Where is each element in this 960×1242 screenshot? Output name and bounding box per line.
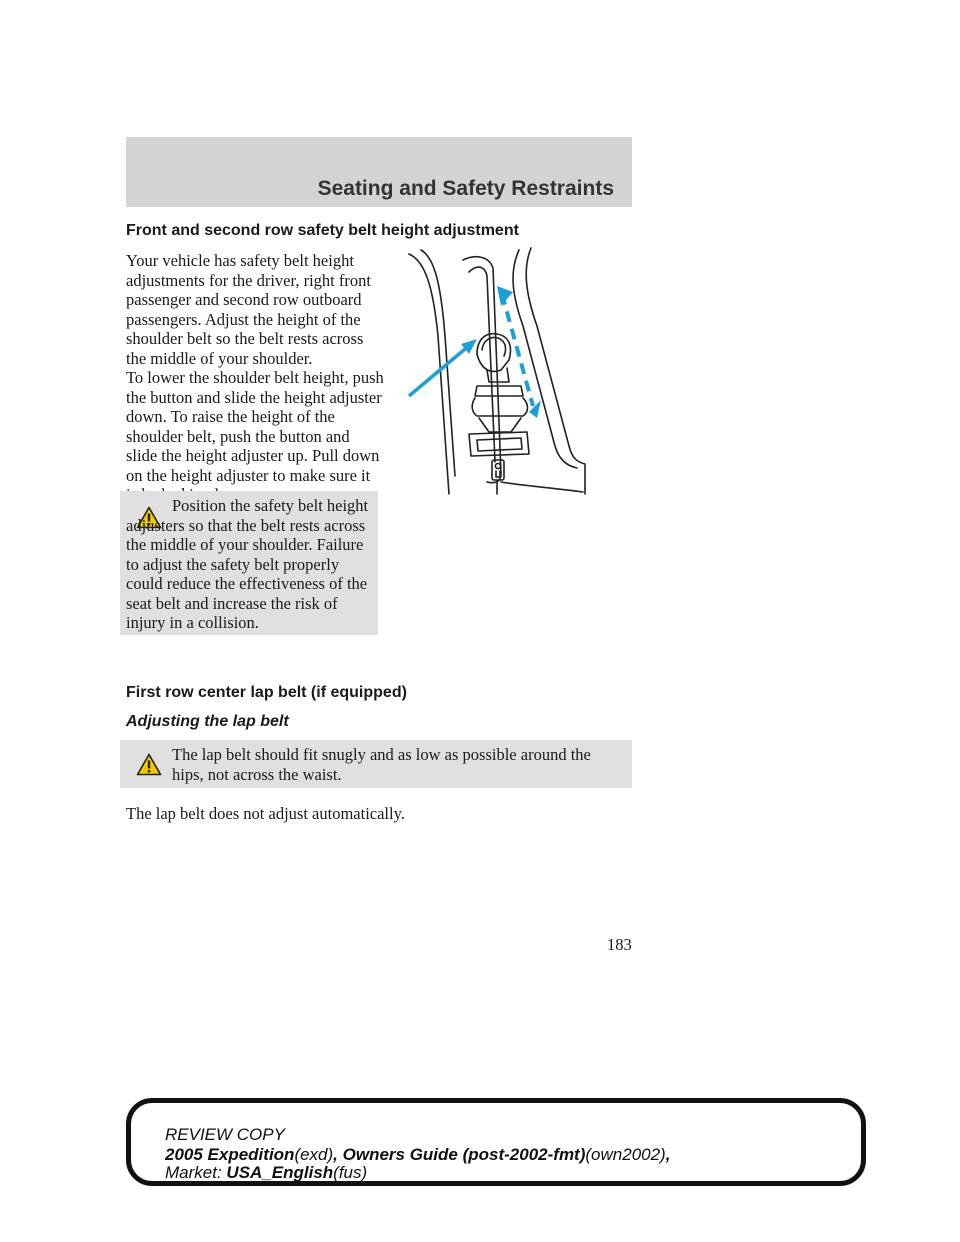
footer-separator: , [333, 1145, 343, 1164]
footer-document-info [165, 1145, 670, 1165]
footer-guide: Owners Guide (post-2002-fmt) [342, 1145, 586, 1164]
footer-separator: , [665, 1145, 671, 1164]
section-heading-height-adjustment: Front and second row safety belt height adjustment [126, 222, 519, 239]
footer-market-code: (fus) [333, 1163, 368, 1182]
review-copy-footer [126, 1098, 866, 1186]
footer-model-code: (exd) [294, 1145, 334, 1164]
subheading-adjusting-lap-belt: Adjusting the lap belt [126, 713, 289, 730]
header-title: Seating and Safety Restraints [317, 177, 614, 200]
footer-guide-code: (own2002) [585, 1145, 666, 1164]
paragraph-height-adjustment-procedure: To lower the shoulder belt height, push the button and slide the height adjuster down. To raise the height of the shoulder belt, push the button and slide the height adjuster up. Pull down on the height adjuster to make sure it [126, 368, 384, 485]
warning-box-height-adjuster [120, 491, 378, 635]
warning-triangle-icon [136, 753, 162, 776]
warning-box-lap-belt [120, 740, 632, 788]
footer-market: USA_English [226, 1163, 334, 1182]
warning-text-height-adjuster: Position the safety belt height adjusters so that the belt rests across the middle of your shoulder. Failure to adjust the safety belt properly could reduce the effectiveness of the seat belt and increase the risk of injury in a collision. [126, 496, 369, 632]
footer-market-label: Market: [165, 1163, 222, 1182]
paragraph-lap-belt-note: The lap belt does not adjust automatically. [126, 804, 405, 823]
warning-text-lap-belt: The lap belt should fit snugly and as low as possible around the hips, not across the waist. [172, 745, 591, 784]
footer-review-copy: REVIEW COPY [165, 1125, 285, 1144]
page-header [126, 137, 632, 207]
footer-model: 2005 Expedition [165, 1145, 295, 1164]
page-number: 183 [607, 935, 632, 954]
section-heading-center-lap-belt: First row center lap belt (if equipped) [126, 684, 407, 701]
footer-market-info [165, 1163, 367, 1183]
paragraph-height-adjustment-intro: Your vehicle has safety belt height adjustments for the driver, right front passenger and second row outboard passengers. Adjust the height of the shoulder belt so the belt rests across the middle of your shoulder. [126, 251, 371, 368]
shoulder-belt-adjuster-illustration [405, 246, 591, 496]
